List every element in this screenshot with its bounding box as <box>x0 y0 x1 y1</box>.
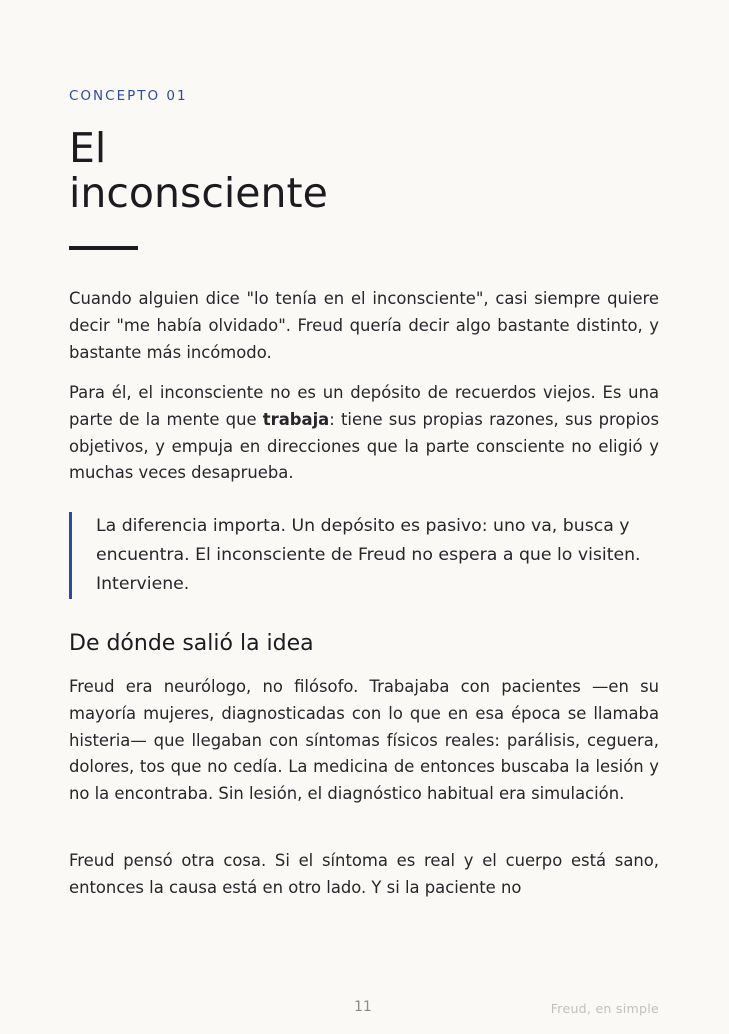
title-divider <box>69 246 138 250</box>
paragraph-1: Cuando alguien dice "lo tenía en el inconsciente", casi siempre quiere decir "me había olvidado". Freud quería decir algo bastante distinto, y bastante más incómodo. <box>69 289 659 362</box>
paragraph-2 <box>69 380 659 487</box>
paragraph-2-end: : tiene sus propias razones, sus propios objetivos, y empuja en direcciones que la parte consciente no eligió y muchas veces desaprueba. <box>69 409 659 483</box>
pull-quote-text: La diferencia importa. Un depósito es pasivo: uno va, busca y encuentra. El inconsciente de Freud no espera a que lo visiten. Interviene. <box>96 516 641 594</box>
title-line-2: inconsciente <box>69 169 328 217</box>
section-kicker: CONCEPTO 01 <box>69 88 188 104</box>
title-line-1: El <box>69 124 107 172</box>
running-title: Freud, en simple <box>550 1001 659 1016</box>
page-number: 11 <box>354 999 372 1015</box>
page-title <box>69 126 328 216</box>
pull-quote <box>69 512 659 599</box>
emphasis-word: trabaja <box>262 409 330 429</box>
paragraph-3: Freud era neurólogo, no filósofo. Trabajaba con pacientes —en su mayoría mujeres, diagnosticadas con lo que en esa época se llamaba histeria— que llegaban con síntomas físicos reales: parálisis, ceguera, dolores, tos que no cedía. La medicina de entonces buscaba la lesión y no la encontraba. Sin lesión, el diagnóstico habitual era simulación. <box>69 677 659 804</box>
paragraph-4: Freud pensó otra cosa. Si el síntoma es real y el cuerpo está sano, entonces la causa está en otro lado. Y si la paciente no <box>69 851 659 897</box>
paragraph-2-start: Para él, el inconsciente no es un depósito de recuerdos viejos. Es una parte de la mente que <box>69 383 659 429</box>
section-heading: De dónde salió la idea <box>69 631 314 656</box>
